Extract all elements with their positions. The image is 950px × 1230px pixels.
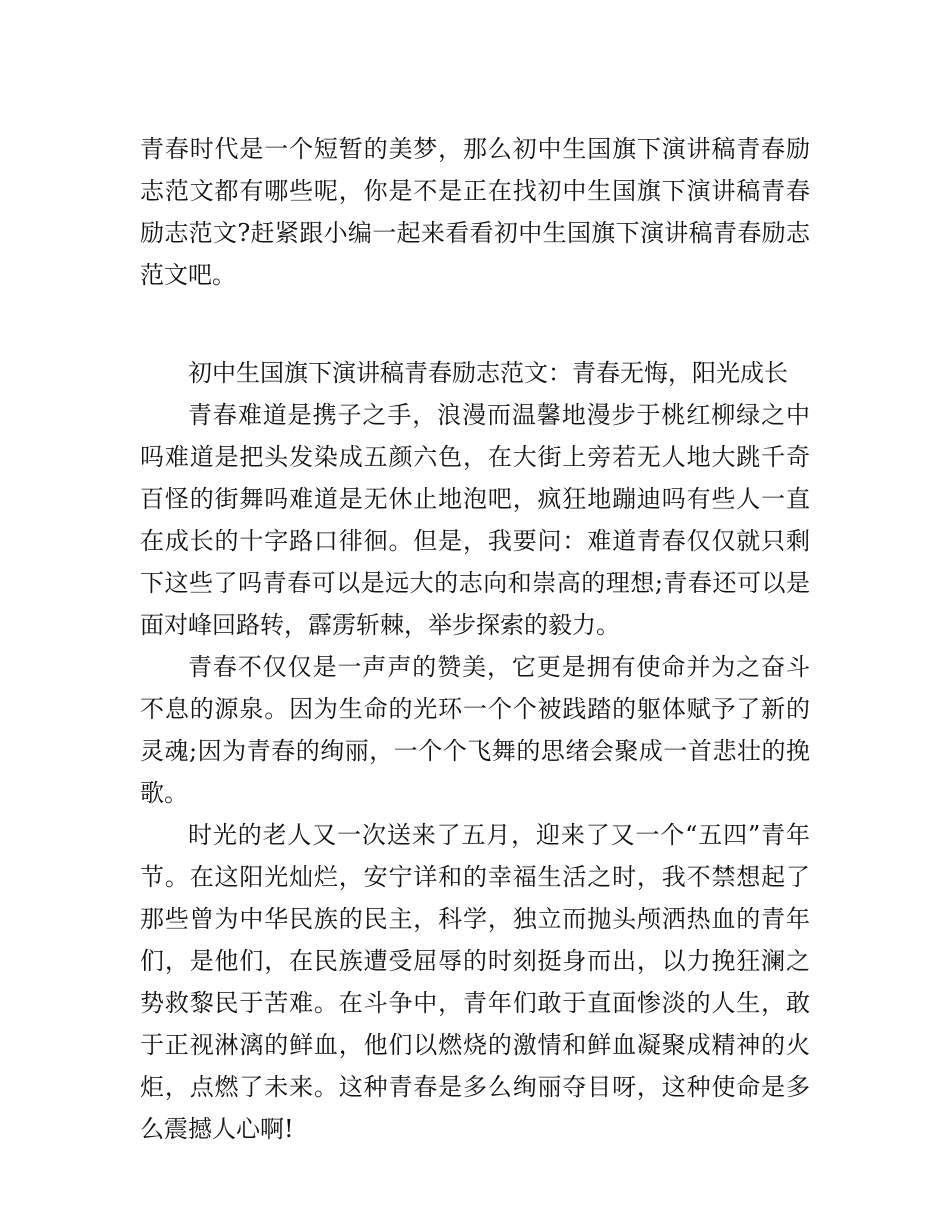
body-paragraph-3: 时光的老人又一次送来了五月，迎来了又一个“五四”青年节。在这阳光灿烂，安宁详和的幸福生活之时，我不禁想起了那些曾为中华民族的民主，科学，独立而抛头颅洒热血的青年们，是他们，在民族遭受屈辱的时刻挺身而出，以力挽狂澜之势救黎民于苦难。在斗争中，青年们敢于直面惨淡的人生，敢于正视淋漓的鲜血，他们以燃烧的激情和鲜血凝聚成精神的火炬，点燃了未来。这种青春是多么绚丽夺目呀，这种使命是多么震撼人心啊! bbox=[140, 821, 810, 1143]
document-page bbox=[140, 128, 810, 1150]
body-paragraph-1: 青春难道是携子之手，浪漫而温馨地漫步于桃红柳绿之中吗难道是把头发染成五颜六色，在大街上旁若无人地大跳千奇百怪的街舞吗难道是无休止地泡吧，疯狂地蹦迪吗有些人一直在成长的十字路口徘徊。但是，我要问：难道青春仅仅就只剩下这些了吗青春可以是远大的志向和崇高的理想;青春还可以是面对峰回路转，霹雳斩棘，举步探索的毅力。 bbox=[140, 401, 810, 639]
intro-paragraph: 青春时代是一个短暂的美梦，那么初中生国旗下演讲稿青春励志范文都有哪些呢，你是不是正在找初中生国旗下演讲稿青春励志范文?赶紧跟小编一起来看看初中生国旗下演讲稿青春励志范文吧。 bbox=[140, 135, 810, 289]
section-heading: 初中生国旗下演讲稿青春励志范文：青春无悔，阳光成长 bbox=[188, 359, 788, 387]
body-paragraph-2: 青春不仅仅是一声声的赞美，它更是拥有使命并为之奋斗不息的源泉。因为生命的光环一个个被践踏的躯体赋予了新的灵魂;因为青春的绚丽，一个个飞舞的思绪会聚成一首悲壮的挽歌。 bbox=[140, 653, 810, 807]
